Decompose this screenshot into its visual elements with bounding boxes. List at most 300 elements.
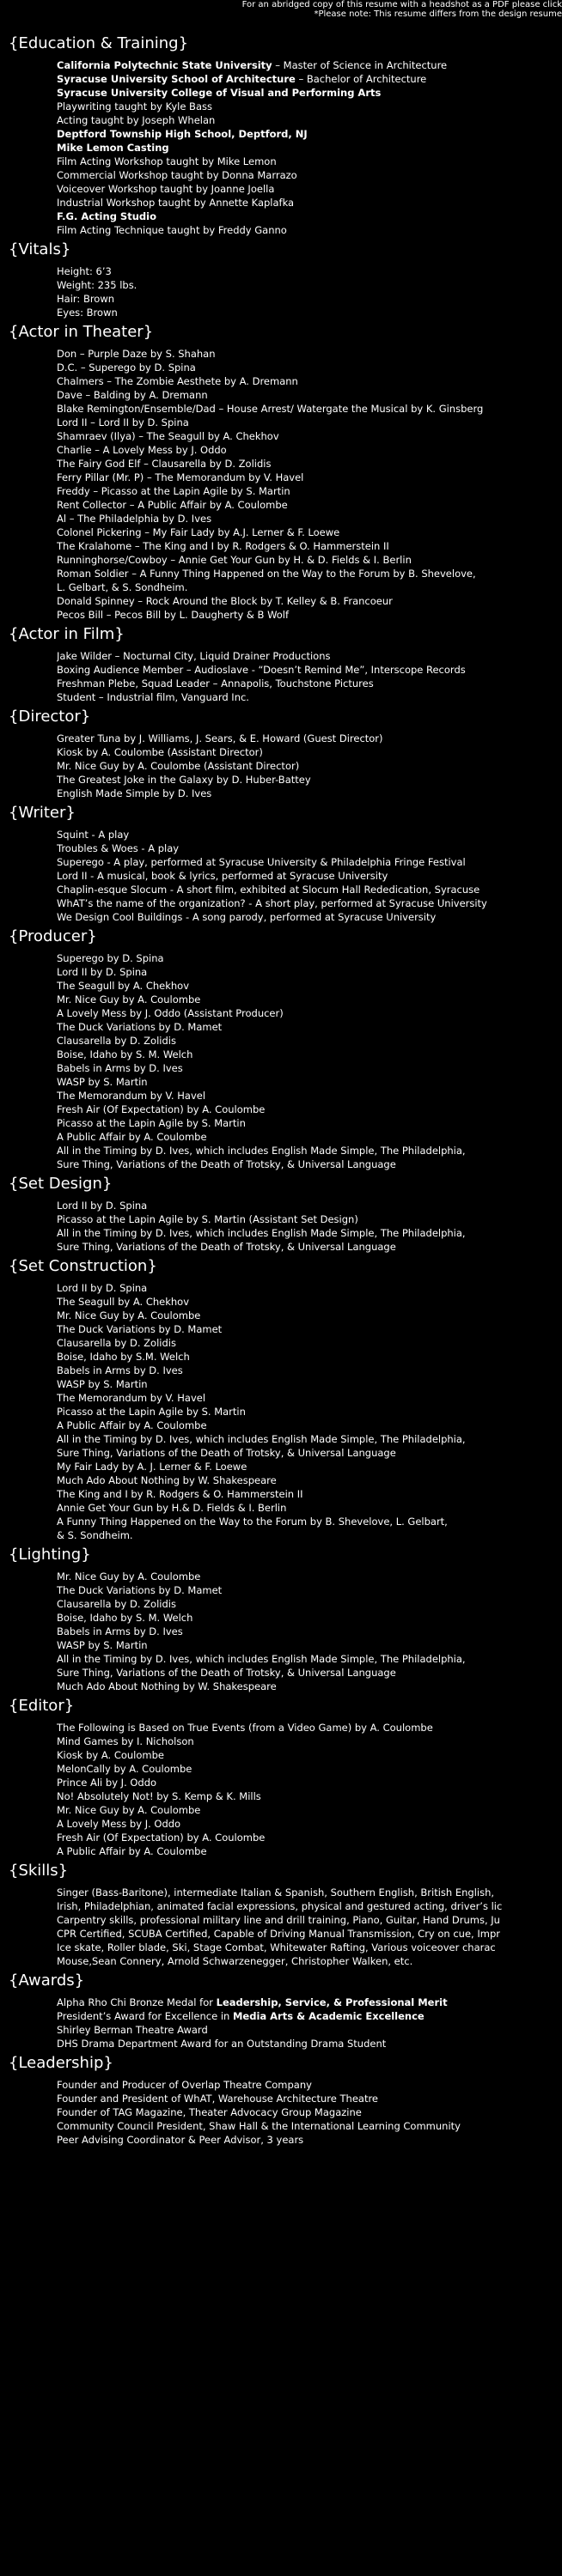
line-text: L. Gelbart, & S. Sondheim. xyxy=(57,581,188,593)
resume-section xyxy=(0,1175,562,1254)
resume-line xyxy=(57,594,559,608)
section-items xyxy=(0,1886,562,1968)
line-text: Lord II by D. Spina xyxy=(57,966,148,978)
resume-line xyxy=(57,553,559,567)
line-text: A Public Affair by A. Coulombe xyxy=(57,1419,207,1431)
resume-line xyxy=(57,690,559,704)
line-text: WASP by S. Martin xyxy=(57,1076,148,1088)
line-text: Irish, Philadelphian, animated facial expressions, physical and gestured acting, driver’s lic xyxy=(57,1900,503,1912)
resume-line xyxy=(57,1886,559,1899)
resume-section xyxy=(0,2054,562,2147)
resume-line xyxy=(57,1570,559,1583)
resume-line xyxy=(57,1899,559,1913)
resume-line xyxy=(57,910,559,924)
resume-line xyxy=(57,1721,559,1735)
resume-line xyxy=(57,292,559,306)
resume-line xyxy=(57,1226,559,1240)
resume-line xyxy=(57,1116,559,1130)
resume-line xyxy=(57,1130,559,1144)
resume-line xyxy=(57,993,559,1006)
resume-section xyxy=(0,625,562,704)
section-heading: {Editor} xyxy=(9,1697,75,1715)
resume-section xyxy=(0,240,562,319)
line-text: Carpentry skills, professional military line and drill training, Piano, Guitar, Hand Drums, Ju xyxy=(57,1914,500,1926)
line-text: Much Ado About Nothing by W. Shakespeare xyxy=(57,1474,277,1486)
line-text: Height: 6’3 xyxy=(57,265,112,277)
resume-line xyxy=(57,443,559,457)
section-items xyxy=(0,649,562,704)
line-text: Film Acting Workshop taught by Mike Lemon xyxy=(57,155,277,167)
resume-line xyxy=(57,1391,559,1405)
line-text: Chalmers – The Zombie Aesthete by A. Dremann xyxy=(57,375,298,387)
resume-line xyxy=(57,471,559,484)
line-text: Lord II – Lord II by D. Spina xyxy=(57,416,189,428)
line-emphasis: Syracuse University School of Architecture xyxy=(57,73,296,85)
resume-section xyxy=(0,323,562,622)
resume-line xyxy=(57,402,559,416)
top-note xyxy=(218,0,562,19)
line-text: The Kralahome – The King and I by R. Rodgers & O. Hammerstein II xyxy=(57,540,389,552)
line-text: Founder and Producer of Overlap Theatre Company xyxy=(57,2079,312,2091)
section-items xyxy=(0,58,562,237)
resume-line xyxy=(57,1611,559,1625)
resume-line xyxy=(57,113,559,127)
resume-line xyxy=(57,100,559,113)
line-text: Film Acting Technique taught by Freddy Ganno xyxy=(57,224,287,236)
resume-line xyxy=(57,1927,559,1941)
line-text: WhAT’s the name of the organization? - A short play, performed at Syracuse University xyxy=(57,897,487,909)
line-text: Blake Remington/Ensemble/Dad – House Arrest/ Watergate the Musical by K. Ginsberg xyxy=(57,403,484,415)
line-text: Superego - A play, performed at Syracuse University & Philadelphia Fringe Festival xyxy=(57,856,466,868)
resume-line xyxy=(57,1680,559,1693)
line-emphasis: F.G. Acting Studio xyxy=(57,210,156,222)
resume-line xyxy=(57,1034,559,1048)
resume-line xyxy=(57,1844,559,1858)
resume-line xyxy=(57,1075,559,1089)
line-text: Rent Collector – A Public Affair by A. Coulombe xyxy=(57,499,288,511)
resume-line xyxy=(57,1625,559,1638)
line-text: Alpha Rho Chi Bronze Medal for xyxy=(57,1996,217,2008)
resume-line xyxy=(57,1515,559,1528)
resume-line xyxy=(57,1501,559,1515)
resume-line xyxy=(57,264,559,278)
resume-line xyxy=(57,1776,559,1789)
resume-line xyxy=(57,457,559,471)
resume-line xyxy=(57,1281,559,1295)
resume-section xyxy=(0,1697,562,1858)
resume-line xyxy=(57,196,559,210)
section-heading: {Set Design} xyxy=(9,1175,113,1193)
resume-line xyxy=(57,141,559,155)
line-text: Mr. Nice Guy by A. Coulombe xyxy=(57,1571,201,1583)
resume-line xyxy=(57,512,559,526)
section-items xyxy=(0,1281,562,1542)
line-text: All in the Timing by D. Ives, which includes English Made Simple, The Philadelphia, xyxy=(57,1227,466,1239)
resume-line xyxy=(57,1528,559,1542)
resume-line xyxy=(57,1748,559,1762)
resume-line xyxy=(57,841,559,855)
resume-line xyxy=(57,663,559,677)
section-items xyxy=(0,732,562,800)
line-text: Playwriting taught by Kyle Bass xyxy=(57,100,212,112)
section-heading: {Leadership} xyxy=(9,2054,113,2072)
resume-line xyxy=(57,58,559,72)
resume-line xyxy=(57,2133,559,2147)
line-text: Shamraev (Ilya) – The Seagull by A. Chekhov xyxy=(57,430,279,442)
resume-line xyxy=(57,1473,559,1487)
resume-line xyxy=(57,580,559,594)
resume-body xyxy=(0,31,562,2147)
resume-line xyxy=(57,2023,559,2037)
line-text: Boxing Audience Member – Audioslave - “Doesn’t Remind Me”, Interscope Records xyxy=(57,664,466,676)
line-text: Mr. Nice Guy by A. Coulombe xyxy=(57,1309,201,1321)
resume-line xyxy=(57,1144,559,1157)
line-text: Eyes: Brown xyxy=(57,307,118,319)
line-text: WASP by S. Martin xyxy=(57,1639,148,1651)
section-heading: {Producer} xyxy=(9,927,97,945)
section-items xyxy=(0,264,562,319)
line-text: Greater Tuna by J. Williams, J. Sears, & E. Howard (Guest Director) xyxy=(57,732,383,744)
line-text: Commercial Workshop taught by Donna Marrazo xyxy=(57,169,297,181)
section-items xyxy=(0,347,562,622)
resume-section xyxy=(0,927,562,1171)
resume-section xyxy=(0,804,562,924)
resume-line xyxy=(57,2105,559,2119)
section-items xyxy=(0,1721,562,1858)
resume-line xyxy=(57,210,559,223)
resume-section xyxy=(0,1971,562,2050)
line-text: A Public Affair by A. Coulombe xyxy=(57,1845,207,1857)
line-text: The Fairy God Elf – Clausarella by D. Zolidis xyxy=(57,458,272,470)
line-text: Picasso at the Lapin Agile by S. Martin (Assistant Set Design) xyxy=(57,1213,358,1225)
line-text: Runninghorse/Cowboy – Annie Get Your Gun by H. & D. Fields & I. Berlin xyxy=(57,554,412,566)
top-note-link-text[interactable]: For an abridged copy of this resume with a headshot as a PDF please click xyxy=(241,0,562,9)
line-text: Voiceover Workshop taught by Joanne Joella xyxy=(57,183,275,195)
resume-line xyxy=(57,1583,559,1597)
resume-line xyxy=(57,1048,559,1061)
resume-line xyxy=(57,2009,559,2023)
resume-line xyxy=(57,1295,559,1309)
resume-line xyxy=(57,1240,559,1254)
line-text: – Master of Science in Architecture xyxy=(272,59,448,71)
line-text: All in the Timing by D. Ives, which includes English Made Simple, The Philadelphia, xyxy=(57,1653,466,1665)
resume-line xyxy=(57,2078,559,2092)
section-items xyxy=(0,1570,562,1693)
line-text: Squint - A play xyxy=(57,829,130,841)
line-text: Charlie – A Lovely Mess by J. Oddo xyxy=(57,444,227,456)
resume-section xyxy=(0,34,562,237)
line-text: Sure Thing, Variations of the Death of Trotsky, & Universal Language xyxy=(57,1158,396,1170)
resume-line xyxy=(57,306,559,319)
line-text: My Fair Lady by A. J. Lerner & F. Loewe xyxy=(57,1461,247,1473)
resume-line xyxy=(57,1309,559,1322)
resume-line xyxy=(57,1350,559,1364)
line-text: No! Absolutely Not! by S. Kemp & K. Mills xyxy=(57,1790,261,1802)
resume-section xyxy=(0,1546,562,1693)
line-text: Boise, Idaho by S.M. Welch xyxy=(57,1351,190,1363)
resume-line xyxy=(57,567,559,580)
section-heading: {Skills} xyxy=(9,1862,69,1880)
resume-line xyxy=(57,182,559,196)
section-heading: {Director} xyxy=(9,708,91,726)
resume-line xyxy=(57,1460,559,1473)
resume-line xyxy=(57,223,559,237)
resume-line xyxy=(57,2119,559,2133)
line-text: DHS Drama Department Award for an Outstanding Drama Student xyxy=(57,2038,387,2050)
resume-line xyxy=(57,649,559,663)
resume-line xyxy=(57,155,559,168)
resume-line xyxy=(57,828,559,841)
resume-line xyxy=(57,1913,559,1927)
line-text: Mind Games by I. Nicholson xyxy=(57,1735,194,1747)
line-text: Boise, Idaho by S. M. Welch xyxy=(57,1048,193,1060)
line-emphasis: Deptford Township High School, Deptford, NJ xyxy=(57,128,308,140)
resume-line xyxy=(57,1803,559,1817)
resume-line xyxy=(57,896,559,910)
resume-line xyxy=(57,883,559,896)
resume-line xyxy=(57,1446,559,1460)
resume-line xyxy=(57,347,559,361)
resume-line xyxy=(57,1199,559,1212)
line-text: D.C. – Superego by D. Spina xyxy=(57,361,196,374)
resume-line xyxy=(57,773,559,787)
resume-line xyxy=(57,1789,559,1803)
resume-line xyxy=(57,979,559,993)
resume-line xyxy=(57,278,559,292)
section-items xyxy=(0,828,562,924)
line-text: Acting taught by Joseph Whelan xyxy=(57,114,216,126)
resume-line xyxy=(57,1377,559,1391)
line-text: The Seagull by A. Chekhov xyxy=(57,1296,190,1308)
line-text: Chaplin-esque Slocum - A short film, exhibited at Slocum Hall Rededication, Syracuse xyxy=(57,884,480,896)
section-heading: {Actor in Theater} xyxy=(9,323,154,341)
section-items xyxy=(0,1996,562,2050)
line-text: Lord II by D. Spina xyxy=(57,1282,148,1294)
line-emphasis: Media Arts & Academic Excellence xyxy=(232,2010,425,2022)
line-text: Fresh Air (Of Expectation) by A. Coulombe xyxy=(57,1103,266,1115)
line-text: Dave – Balding by A. Dremann xyxy=(57,389,208,401)
section-heading: {Actor in Film} xyxy=(9,625,125,643)
resume-line xyxy=(57,1061,559,1075)
resume-line xyxy=(57,1419,559,1432)
resume-line xyxy=(57,526,559,539)
resume-line xyxy=(57,855,559,869)
line-text: The Duck Variations by D. Mamet xyxy=(57,1584,223,1596)
resume-line xyxy=(57,787,559,800)
line-text: Al – The Philadelphia by D. Ives xyxy=(57,513,212,525)
line-text: Fresh Air (Of Expectation) by A. Coulombe xyxy=(57,1832,266,1844)
section-heading: {Awards} xyxy=(9,1971,85,1990)
resume-line xyxy=(57,1020,559,1034)
line-text: Clausarella by D. Zolidis xyxy=(57,1035,176,1047)
resume-line xyxy=(57,732,559,745)
section-items xyxy=(0,1199,562,1254)
line-text: Mouse,Sean Connery, Arnold Schwarzenegger, Christopher Walken, etc. xyxy=(57,1955,413,1967)
resume-line xyxy=(57,1432,559,1446)
line-text: The Memorandum by V. Havel xyxy=(57,1392,206,1404)
resume-line xyxy=(57,1103,559,1116)
line-text: Founder and President of WhAT, Warehouse Architecture Theatre xyxy=(57,2093,378,2105)
line-text: Kiosk by A. Coulombe xyxy=(57,1749,164,1761)
line-text: Freshman Plebe, Squad Leader – Annapolis, Touchstone Pictures xyxy=(57,677,374,690)
line-text: Much Ado About Nothing by W. Shakespeare xyxy=(57,1680,277,1692)
resume-line xyxy=(57,869,559,883)
line-text: Donald Spinney – Rock Around the Block by T. Kelley & B. Francoeur xyxy=(57,595,393,607)
line-text: The Memorandum by V. Havel xyxy=(57,1090,206,1102)
line-text: Mr. Nice Guy by A. Coulombe xyxy=(57,993,201,1005)
resume-line xyxy=(57,759,559,773)
resume-line xyxy=(57,1817,559,1831)
section-items xyxy=(0,951,562,1171)
line-text: Mr. Nice Guy by A. Coulombe xyxy=(57,1804,201,1816)
resume-line xyxy=(57,1762,559,1776)
line-text: Founder of TAG Magazine, Theater Advocacy Group Magazine xyxy=(57,2106,362,2118)
resume-line xyxy=(57,951,559,965)
line-text: Pecos Bill – Pecos Bill by L. Daugherty & B Wolf xyxy=(57,609,290,621)
resume-line xyxy=(57,1941,559,1954)
line-text: A Public Affair by A. Coulombe xyxy=(57,1131,207,1143)
line-text: Peer Advising Coordinator & Peer Advisor, 3 years xyxy=(57,2134,304,2146)
resume-line xyxy=(57,429,559,443)
line-text: A Lovely Mess by J. Oddo (Assistant Producer) xyxy=(57,1007,284,1019)
resume-line xyxy=(57,1089,559,1103)
line-text: Community Council President, Shaw Hall & the International Learning Community xyxy=(57,2120,461,2132)
resume-line xyxy=(57,361,559,374)
section-heading: {Writer} xyxy=(9,804,76,822)
line-text: Sure Thing, Variations of the Death of Trotsky, & Universal Language xyxy=(57,1447,396,1459)
line-emphasis: California Polytechnic State University xyxy=(57,59,272,71)
line-text: Shirley Berman Theatre Award xyxy=(57,2024,208,2036)
resume-line xyxy=(57,539,559,553)
line-text: We Design Cool Buildings - A song parody, performed at Syracuse University xyxy=(57,911,437,923)
line-text: Colonel Pickering – My Fair Lady by A.J. Lerner & F. Loewe xyxy=(57,526,340,538)
line-text: Ferry Pillar (Mr. P) – The Memorandum by V. Havel xyxy=(57,471,304,483)
line-text: Babels in Arms by D. Ives xyxy=(57,1062,183,1074)
line-text: Jake Wilder – Nocturnal City, Liquid Drainer Productions xyxy=(57,650,331,662)
line-text: & S. Sondheim. xyxy=(57,1529,133,1541)
line-text: A Funny Thing Happened on the Way to the Forum by B. Shevelove, L. Gelbart, xyxy=(57,1516,448,1528)
section-heading: {Vitals} xyxy=(9,240,71,258)
resume-line xyxy=(57,1405,559,1419)
resume-line xyxy=(57,1212,559,1226)
resume-line xyxy=(57,484,559,498)
line-text: All in the Timing by D. Ives, which includes English Made Simple, The Philadelphia, xyxy=(57,1433,466,1445)
resume-line xyxy=(57,1638,559,1652)
line-text: All in the Timing by D. Ives, which includes English Made Simple, The Philadelphia, xyxy=(57,1145,466,1157)
line-text: Babels in Arms by D. Ives xyxy=(57,1625,183,1637)
line-text: MelonCally by A. Coulombe xyxy=(57,1763,192,1775)
resume-section xyxy=(0,1862,562,1968)
resume-section xyxy=(0,708,562,800)
line-text: Prince Ali by J. Oddo xyxy=(57,1777,157,1789)
line-text: Superego by D. Spina xyxy=(57,952,164,964)
resume-line xyxy=(57,1735,559,1748)
resume-line xyxy=(57,677,559,690)
resume-line xyxy=(57,374,559,388)
line-text: Don – Purple Daze by S. Shahan xyxy=(57,348,216,360)
line-text: Mr. Nice Guy by A. Coulombe (Assistant Director) xyxy=(57,760,300,772)
line-text: English Made Simple by D. Ives xyxy=(57,787,212,799)
line-text: Troubles & Woes - A play xyxy=(57,842,180,854)
line-text: Clausarella by D. Zolidis xyxy=(57,1337,176,1349)
resume-line xyxy=(57,1996,559,2009)
line-text: Weight: 235 lbs. xyxy=(57,279,137,291)
resume-line xyxy=(57,1831,559,1844)
resume-line xyxy=(57,168,559,182)
line-text: – Bachelor of Architecture xyxy=(295,73,427,85)
section-heading: {Lighting} xyxy=(9,1546,91,1564)
line-text: The Duck Variations by D. Mamet xyxy=(57,1021,223,1033)
resume-line xyxy=(57,1954,559,1968)
line-text: Picasso at the Lapin Agile by S. Martin xyxy=(57,1406,246,1418)
resume-line xyxy=(57,1652,559,1666)
resume-line xyxy=(57,2092,559,2105)
resume-line xyxy=(57,1006,559,1020)
resume-line xyxy=(57,965,559,979)
resume-line xyxy=(57,745,559,759)
line-text: The Seagull by A. Chekhov xyxy=(57,980,190,992)
section-heading: {Set Construction} xyxy=(9,1257,157,1275)
resume-line xyxy=(57,498,559,512)
line-text: The Following is Based on True Events (from a Video Game) by A. Coulombe xyxy=(57,1722,433,1734)
line-text: Lord II by D. Spina xyxy=(57,1200,148,1212)
line-text: President’s Award for Excellence in xyxy=(57,2010,233,2022)
line-text: Sure Thing, Variations of the Death of Trotsky, & Universal Language xyxy=(57,1241,396,1253)
resume-line xyxy=(57,388,559,402)
line-emphasis: Leadership, Service, & Professional Merit xyxy=(216,1996,448,2008)
resume-line xyxy=(57,86,559,100)
resume-line xyxy=(57,1157,559,1171)
resume-line xyxy=(57,2037,559,2050)
resume-line xyxy=(57,1364,559,1377)
line-text: Babels in Arms by D. Ives xyxy=(57,1364,183,1376)
resume-line xyxy=(57,1666,559,1680)
line-text: Clausarella by D. Zolidis xyxy=(57,1598,176,1610)
line-text: Picasso at the Lapin Agile by S. Martin xyxy=(57,1117,246,1129)
line-text: Singer (Bass-Baritone), intermediate Italian & Spanish, Southern English, British English, xyxy=(57,1886,495,1899)
line-text: Lord II - A musical, book & lyrics, performed at Syracuse University xyxy=(57,870,388,882)
line-emphasis: Syracuse University College of Visual and Performing Arts xyxy=(57,87,382,99)
line-text: Roman Soldier – A Funny Thing Happened on the Way to the Forum by B. Shevelove, xyxy=(57,568,476,580)
section-heading: {Education & Training} xyxy=(9,34,189,52)
resume-line xyxy=(57,416,559,429)
line-text: The Duck Variations by D. Mamet xyxy=(57,1323,223,1335)
line-text: A Lovely Mess by J. Oddo xyxy=(57,1818,181,1830)
resume-section xyxy=(0,1257,562,1542)
line-text: CPR Certified, SCUBA Certified, Capable of Driving Manual Transmission, Cry on cue, Impr xyxy=(57,1928,500,1940)
line-text: The King and I by R. Rodgers & O. Hammerstein II xyxy=(57,1488,303,1500)
line-text: Kiosk by A. Coulombe (Assistant Director) xyxy=(57,746,263,758)
line-text: WASP by S. Martin xyxy=(57,1378,148,1390)
resume-line xyxy=(57,1597,559,1611)
section-items xyxy=(0,2078,562,2147)
line-text: Boise, Idaho by S. M. Welch xyxy=(57,1612,193,1624)
line-text: Annie Get Your Gun by H.& D. Fields & I. Berlin xyxy=(57,1502,287,1514)
top-note-disclaimer: *Please note: This resume differs from the design resume xyxy=(314,9,562,19)
line-text: Industrial Workshop taught by Annette Kaplafka xyxy=(57,197,295,209)
resume-line xyxy=(57,608,559,622)
line-text: Freddy – Picasso at the Lapin Agile by S. Martin xyxy=(57,485,290,497)
resume-line xyxy=(57,1487,559,1501)
line-text: Hair: Brown xyxy=(57,293,115,305)
resume-line xyxy=(57,1322,559,1336)
resume-line xyxy=(57,72,559,86)
resume-line xyxy=(57,1336,559,1350)
line-emphasis: Mike Lemon Casting xyxy=(57,142,169,154)
line-text: Sure Thing, Variations of the Death of Trotsky, & Universal Language xyxy=(57,1667,396,1679)
resume-line xyxy=(57,127,559,141)
line-text: Ice skate, Roller blade, Ski, Stage Combat, Whitewater Rafting, Various voiceover charac xyxy=(57,1941,496,1953)
